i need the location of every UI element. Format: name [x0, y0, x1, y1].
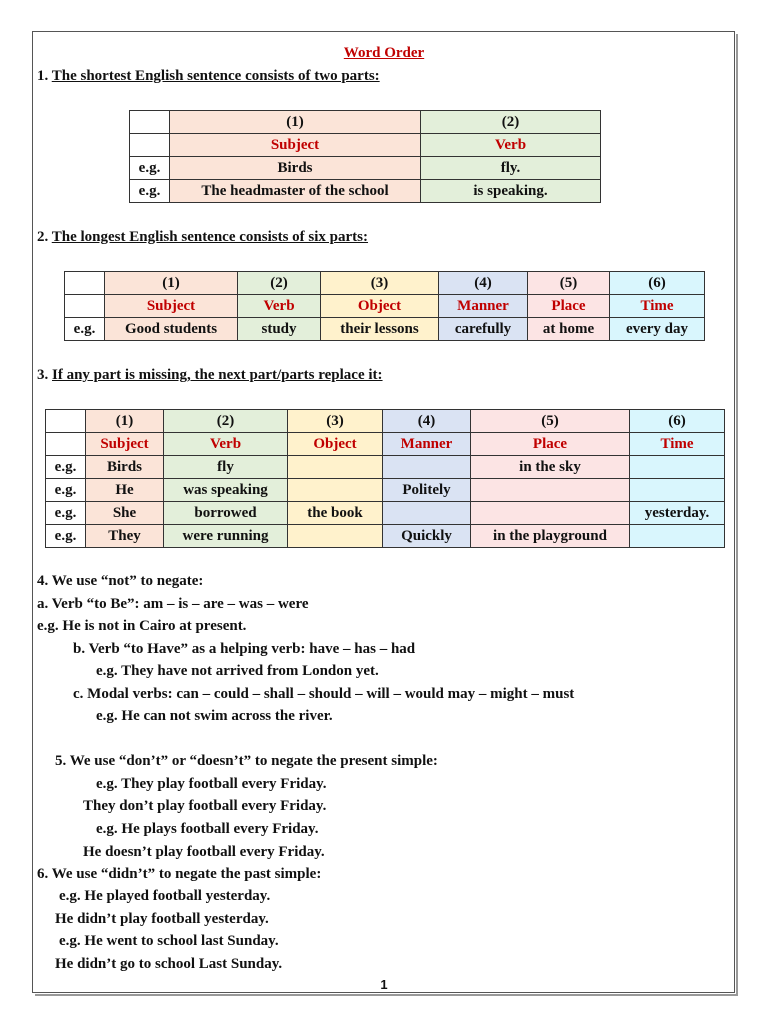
- table-cell: [288, 456, 383, 479]
- table-cell: in the sky: [471, 456, 630, 479]
- table-cell-empty: [130, 111, 170, 134]
- table-cell-label: Subject: [105, 295, 238, 318]
- table-row: [46, 456, 725, 479]
- table-row: [46, 479, 725, 502]
- table-row: [46, 525, 725, 548]
- section-2-number: 2.: [37, 229, 49, 245]
- page-number: 1: [380, 977, 388, 992]
- table-cell: is speaking.: [421, 180, 601, 203]
- table-two-parts: [129, 110, 601, 203]
- table-cell-number: (2): [421, 111, 601, 134]
- table-cell-number: (3): [321, 272, 439, 295]
- table-cell: at home: [528, 318, 610, 341]
- table-cell: [630, 525, 725, 548]
- table-cell-number: (1): [86, 410, 164, 433]
- table-cell: fly.: [421, 157, 601, 180]
- text-line: a. Verb “to Be”: am – is – are – was – were: [37, 596, 309, 612]
- table-cell: e.g.: [65, 318, 105, 341]
- table-cell: carefully: [439, 318, 528, 341]
- text-line: He doesn’t play football every Friday.: [83, 844, 325, 860]
- table-cell: e.g.: [46, 456, 86, 479]
- table-cell: every day: [610, 318, 705, 341]
- table-cell-label: Object: [288, 433, 383, 456]
- table-cell: He: [86, 479, 164, 502]
- table-cell-label: Verb: [421, 134, 601, 157]
- table-row-labels: [65, 295, 705, 318]
- table-cell-empty: [46, 433, 86, 456]
- table-cell-label: Place: [471, 433, 630, 456]
- section-1-text: The shortest English sentence consists of two parts:: [51, 68, 380, 84]
- text-line: He didn’t play football yesterday.: [55, 911, 269, 927]
- text-line: e.g. He went to school last Sunday.: [59, 933, 279, 949]
- table-cell-empty: [65, 272, 105, 295]
- table-row: [65, 318, 705, 341]
- text-line: b. Verb “to Have” as a helping verb: have – has – had: [73, 641, 416, 657]
- table-cell-empty: [130, 134, 170, 157]
- table-six-parts: [64, 271, 705, 341]
- section-3-text: If any part is missing, the next part/parts replace it:: [52, 367, 383, 383]
- table-row-labels: [130, 134, 601, 157]
- table-cell: Good students: [105, 318, 238, 341]
- table-row: [130, 157, 601, 180]
- table-cell: Birds: [170, 157, 421, 180]
- text-line: e.g. They play football every Friday.: [96, 776, 327, 792]
- table-cell: e.g.: [130, 180, 170, 203]
- table-cell-label: Place: [528, 295, 610, 318]
- table-cell-number: (5): [528, 272, 610, 295]
- table-cell-number: (4): [383, 410, 471, 433]
- table-cell: e.g.: [46, 525, 86, 548]
- table-cell-label: Verb: [238, 295, 321, 318]
- table-cell-number: (5): [471, 410, 630, 433]
- table-cell-number: (2): [238, 272, 321, 295]
- table-cell: Quickly: [383, 525, 471, 548]
- table-cell: She: [86, 502, 164, 525]
- table-cell-label: Subject: [86, 433, 164, 456]
- table-cell-number: (6): [610, 272, 705, 295]
- table-cell: the book: [288, 502, 383, 525]
- table-cell-label: Time: [630, 433, 725, 456]
- table-cell-number: (6): [630, 410, 725, 433]
- text-line: 5. We use “don’t” or “doesn’t” to negate the present simple:: [55, 753, 438, 769]
- text-line: They don’t play football every Friday.: [83, 798, 327, 814]
- table-cell-number: (3): [288, 410, 383, 433]
- table-cell: [630, 456, 725, 479]
- table-cell-number: (1): [170, 111, 421, 134]
- table-row: [46, 502, 725, 525]
- text-line: e.g. They have not arrived from London yet.: [96, 663, 379, 679]
- table-cell: [288, 479, 383, 502]
- text-line: e.g. He is not in Cairo at present.: [37, 618, 247, 634]
- page-title: Word Order: [343, 45, 425, 61]
- text-line: e.g. He plays football every Friday.: [96, 821, 319, 837]
- table-cell: The headmaster of the school: [170, 180, 421, 203]
- table-cell-number: (4): [439, 272, 528, 295]
- table-cell: [471, 502, 630, 525]
- table-cell: Birds: [86, 456, 164, 479]
- text-line: 6. We use “didn’t” to negate the past simple:: [37, 866, 322, 882]
- table-cell: [383, 502, 471, 525]
- table-cell: Politely: [383, 479, 471, 502]
- table-cell-label: Verb: [164, 433, 288, 456]
- section-1-number: 1.: [37, 68, 49, 84]
- table-cell-number: (1): [105, 272, 238, 295]
- text-line: 4. We use “not” to negate:: [37, 573, 204, 589]
- table-cell-label: Time: [610, 295, 705, 318]
- table-cell: their lessons: [321, 318, 439, 341]
- table-cell: e.g.: [130, 157, 170, 180]
- table-cell: e.g.: [46, 502, 86, 525]
- text-line: e.g. He can not swim across the river.: [96, 708, 333, 724]
- table-missing-parts: [45, 409, 725, 548]
- table-cell: [383, 456, 471, 479]
- table-cell-number: (2): [164, 410, 288, 433]
- table-cell-empty: [65, 295, 105, 318]
- table-row: [130, 180, 601, 203]
- table-cell-label: Subject: [170, 134, 421, 157]
- table-cell: in the playground: [471, 525, 630, 548]
- table-cell: was speaking: [164, 479, 288, 502]
- table-cell-label: Object: [321, 295, 439, 318]
- section-3-number: 3.: [37, 367, 49, 383]
- table-cell: They: [86, 525, 164, 548]
- table-row-numbers: [65, 272, 705, 295]
- table-row-labels: [46, 433, 725, 456]
- table-row-numbers: [130, 111, 601, 134]
- section-1-heading: [37, 66, 380, 86]
- table-cell-empty: [46, 410, 86, 433]
- table-cell: [288, 525, 383, 548]
- table-cell: were running: [164, 525, 288, 548]
- table-cell-label: Manner: [383, 433, 471, 456]
- text-line: e.g. He played football yesterday.: [59, 888, 271, 904]
- table-cell: e.g.: [46, 479, 86, 502]
- section-2-heading: [37, 227, 368, 247]
- table-cell-label: Manner: [439, 295, 528, 318]
- table-row-numbers: [46, 410, 725, 433]
- section-3-heading: [37, 365, 383, 385]
- text-line: c. Modal verbs: can – could – shall – should – will – would may – might – must: [73, 686, 575, 702]
- table-cell: [471, 479, 630, 502]
- table-cell: borrowed: [164, 502, 288, 525]
- section-2-text: The longest English sentence consists of six parts:: [51, 229, 369, 245]
- text-line: He didn’t go to school Last Sunday.: [55, 956, 283, 972]
- table-cell: [630, 479, 725, 502]
- table-cell: fly: [164, 456, 288, 479]
- table-cell: yesterday.: [630, 502, 725, 525]
- table-cell: study: [238, 318, 321, 341]
